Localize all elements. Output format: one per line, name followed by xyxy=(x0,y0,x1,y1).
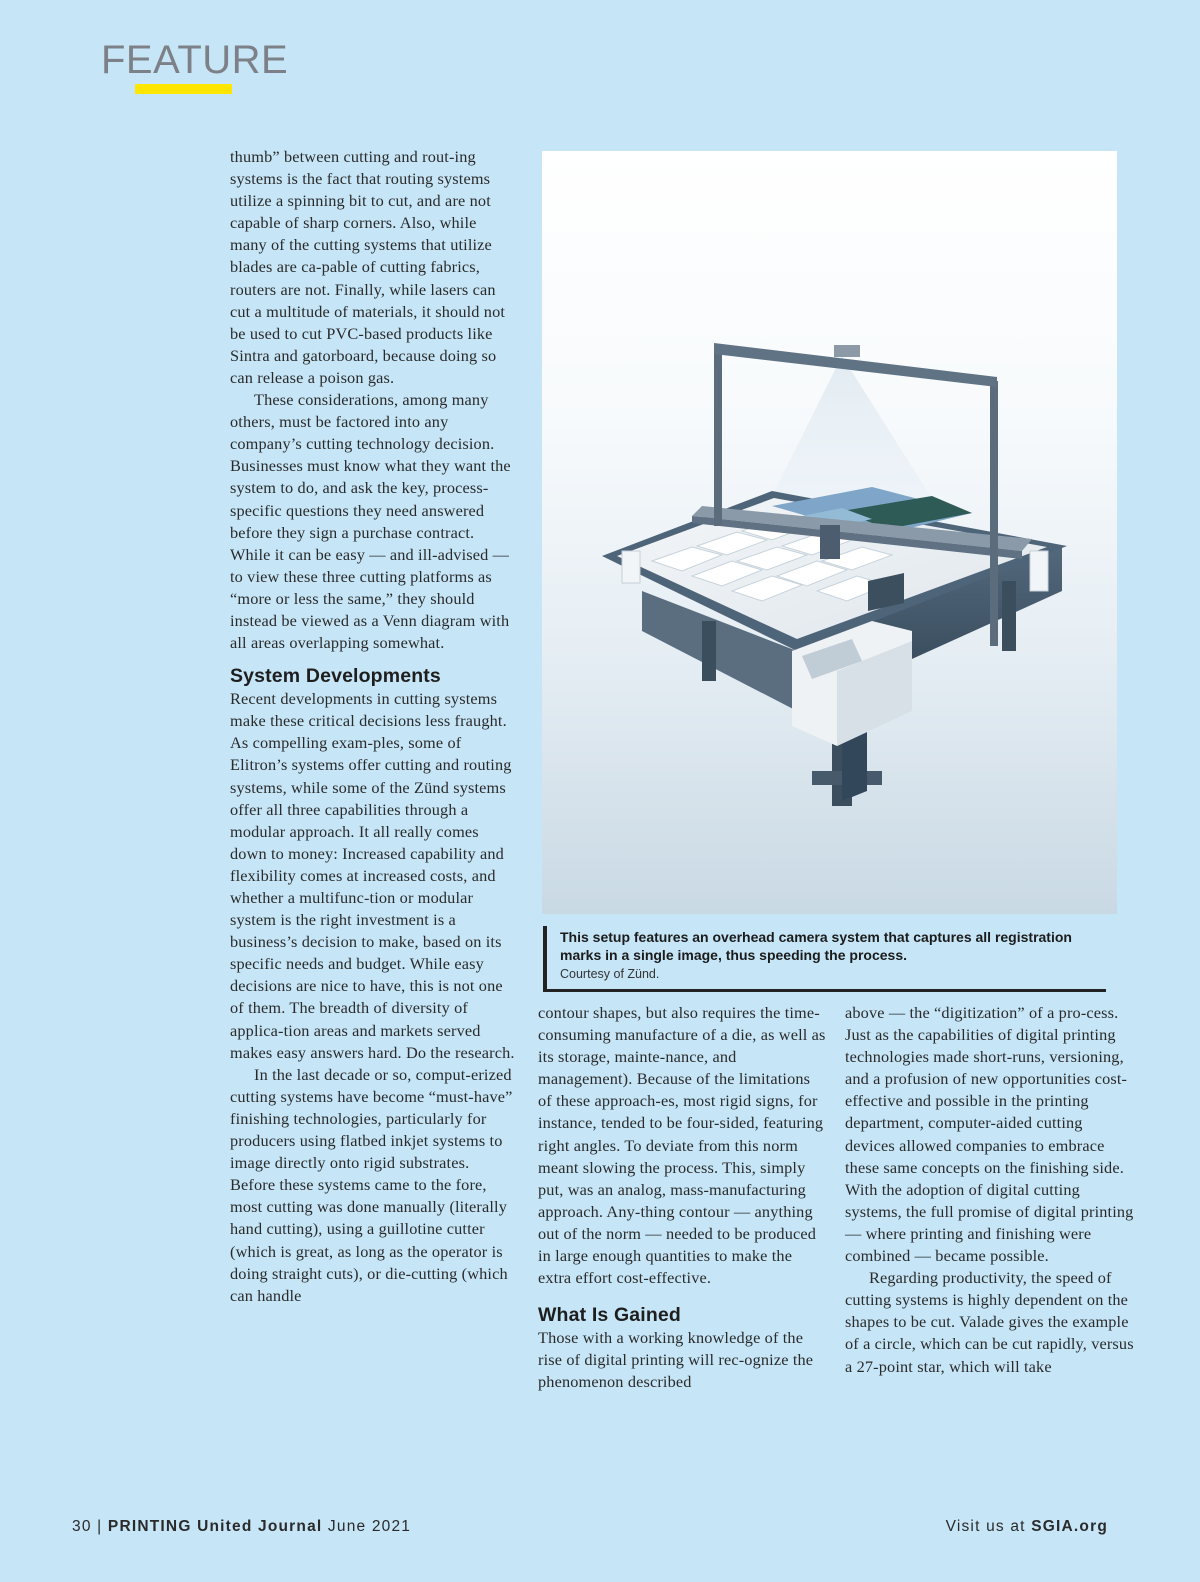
paragraph: In the last decade or so, comput-erized cutting systems have become “must-have” finishing technologies, particularly for producers using flatbed inkjet systems to image directly onto rigid substrates. Before these systems came to the fore, most cutting was done manually (literally hand cutting), using a guillotine cutter (which is great, as long as the operator is doing straight cuts), or die-cutting (which can handle xyxy=(230,1064,513,1305)
folio-separator: | xyxy=(97,1518,103,1535)
paragraph: Recent developments in cutting systems make these critical decisions less fraught. As compelling exam-ples, some of Elitron’s systems offer cutting and routing systems, while some of the Zünd systems offer all three capabilities through a modular approach. It all really comes down to money: Increased capability and flexibility comes at increased costs, and whether a multifunc-tion or modular system is the right investment is a business’s decision to make, based on its specific needs and budget. While easy decisions are nice to have, this is not one of them. The breadth of diversity of applica-tion areas and markets served makes easy answers hard. Do the research. xyxy=(230,689,515,1062)
article-column-3 xyxy=(845,1002,1135,1378)
issue-date: June 2021 xyxy=(327,1518,412,1535)
paragraph: Those with a working knowledge of the rise of digital printing will rec-ognize the phenomenon described xyxy=(538,1328,814,1392)
paragraph: These considerations, among many others, must be factored into any company’s cutting technology decision. Businesses must know what they want the system to do, and ask the key, process-specific questions they need answered before they sign a purchase contract. While it can be easy — and ill-advised — to view these three cutting platforms as “more or less the same,” they should instead be viewed as a Venn diagram with all areas overlapping somewhat. xyxy=(230,390,511,653)
subheading-system-developments: System Developments xyxy=(230,665,441,688)
footer-folio xyxy=(72,1518,411,1536)
paragraph: thumb” between cutting and rout-ing systems is the fact that routing systems utilize a spinning bit to cut, and are not capable of sharp corners. Also, while many of the cutting systems that utilize blades are ca-pable of cutting fabrics, routers are not. Finally, while lasers can cut a multitude of materials, it should not be used to cut PVC-based products like Sintra and gatorboard, because doing so can release a poison gas. xyxy=(230,147,506,387)
paragraph: Regarding productivity, the speed of cutting systems is highly dependent on the shapes to be cut. Valade gives the example of a circle, which can be cut rapidly, versus a 27-point star, which will take xyxy=(845,1268,1134,1376)
section-label: FEATURE xyxy=(101,38,289,82)
visit-prefix: Visit us at xyxy=(945,1518,1026,1535)
figure-caption xyxy=(543,926,1106,992)
article-column-2 xyxy=(538,1002,828,1394)
publication-name: PRINTING United Journal xyxy=(107,1518,323,1535)
paragraph: above — the “digitization” of a pro-cess. Just as the capabilities of digital printing technologies made short-runs, versioning, and a profusion of new opportunities cost-effective and possible in the printing department, computer-aided cutting devices allowed companies to embrace these same concepts on the finishing side. With the adoption of digital cutting systems, the full promise of digital printing — where printing and finishing were combined — became possible. xyxy=(845,1003,1134,1266)
caption-text: This setup features an overhead camera system that captures all registration marks in a single image, thus speeding the process. xyxy=(560,929,1072,963)
website-link[interactable]: SGIA.org xyxy=(1031,1518,1108,1535)
photo-credit: Courtesy of Zünd. xyxy=(560,967,660,981)
page-number: 30 xyxy=(72,1518,92,1535)
paragraph: contour shapes, but also requires the time-consuming manufacture of a die, as well as its storage, mainte-nance, and management). Because of the limitations of these approach-es, most rigid signs, for instance, tended to be four-sided, featuring right angles. To deviate from this norm meant slowing the process. This, simply put, was an analog, mass-manufacturing approach. Any-thing contour — anything out of the norm — needed to be produced in large enough quantities to make the extra effort cost-effective. xyxy=(538,1003,826,1288)
section-underline-bar xyxy=(135,84,232,94)
footer-website xyxy=(946,1518,1108,1536)
article-column-1 xyxy=(230,146,515,1307)
cutting-machine-photo xyxy=(542,151,1117,914)
subheading-what-is-gained: What Is Gained xyxy=(538,1304,681,1327)
